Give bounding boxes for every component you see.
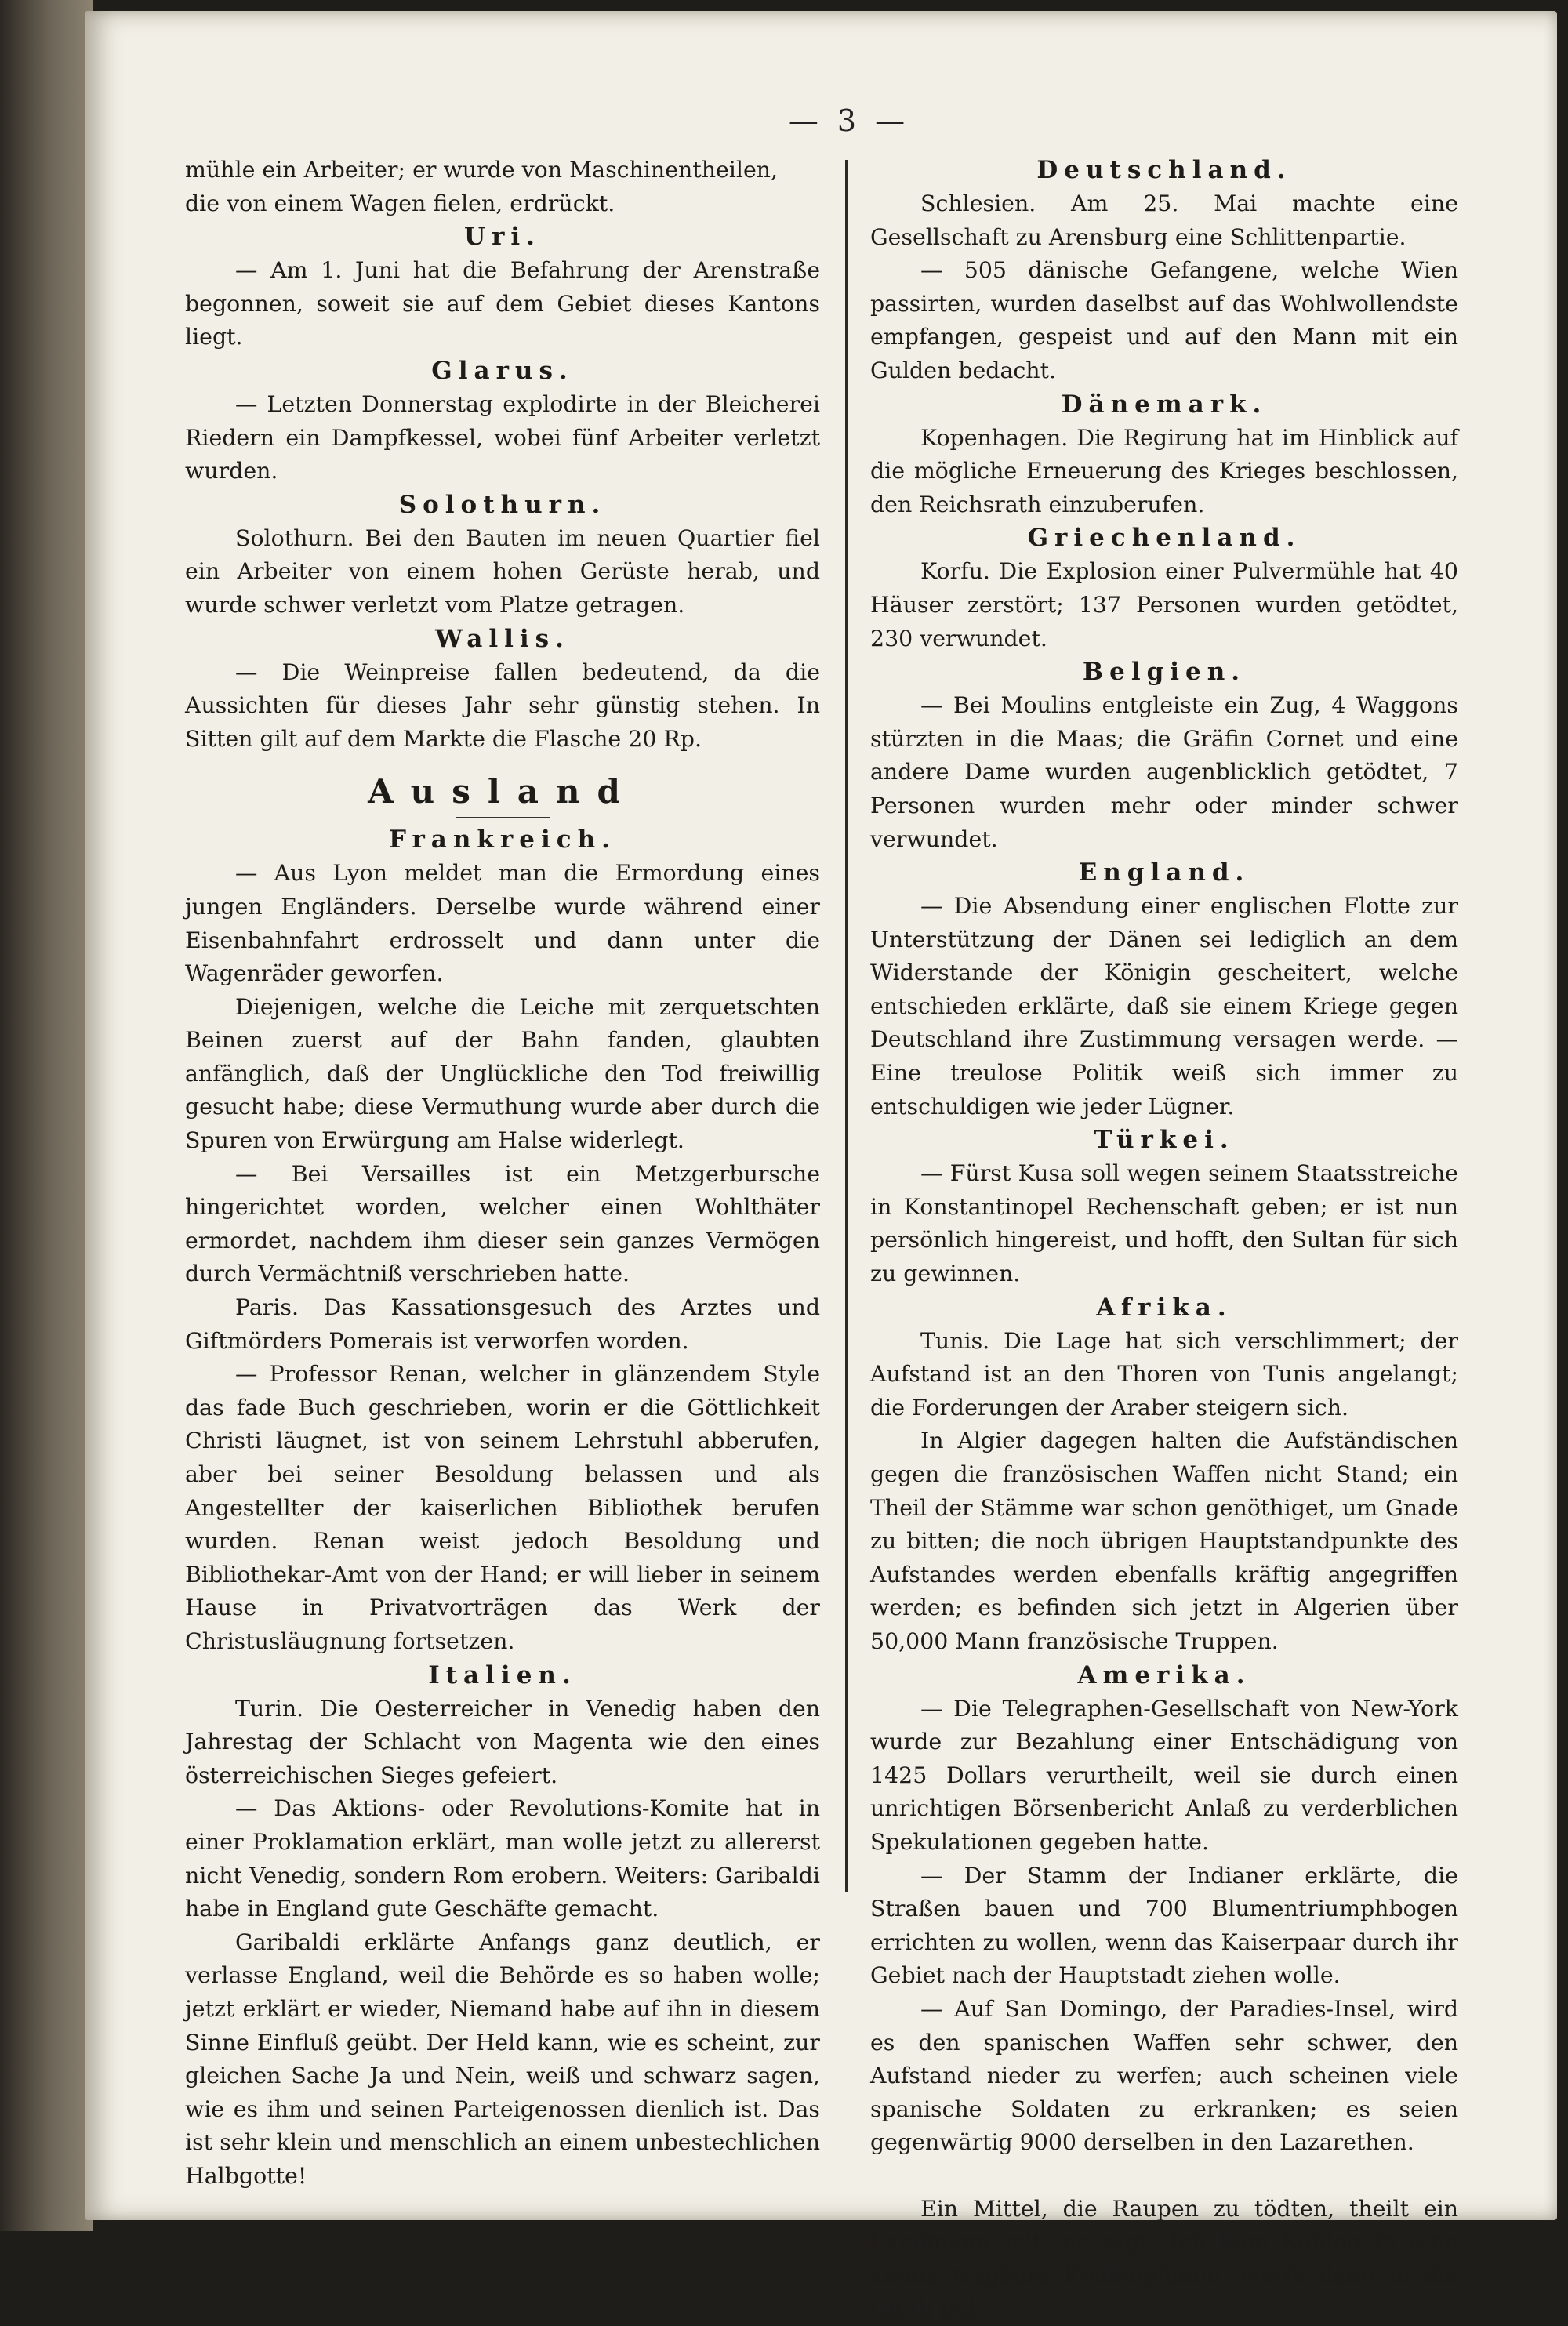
section-heading-solothurn: Solothurn. <box>398 490 607 519</box>
scan-left-margin <box>0 0 93 2231</box>
section-heading-griechenland: Griechenland. <box>1027 524 1301 553</box>
column-divider <box>845 160 848 1892</box>
article-paragraph: — Auf San Domingo, der Paradies-Insel, wird es den spanischen Waffen sehr schwer, den Aufstand nieder zu werfen; auch scheinen viele spanische Soldaten zu erkranken; es seien gegenwärtig 9000 derselben in den Lazarethen. <box>870 1995 1458 2156</box>
article-paragraph: — Bei Versailles ist ein Metzgerbursche hingerichtet worden, welcher einen Wohlthäter ermordet, nachdem ihm dieser sein ganzes Vermögen durch Vermächtniß verschrieben hatte. <box>185 1160 820 1287</box>
left-column <box>185 154 820 2193</box>
section-heading-daenemark: Dänemark. <box>1061 390 1268 419</box>
article-paragraph: Ein Mittel, die Raupen zu tödten, theilt ein Landmann mit, er sagt: Ich lege Kohlen in eine kleine tragbare Kohlenpfanne, werfe dann in die Gluth pul- <box>870 2195 1458 2322</box>
article-paragraph: — Professor Renan, welcher in glänzendem Style das fade Buch geschrieben, worin er die Göttlichkeit Christi läugnet, ist von seinem Lehrstuhl abberufen, aber bei seiner Besoldung belassen und als Angestellter der kaiserlichen Bibliothek berufen wurden. Renan weist jedoch Besoldung und Bibliothekar-Amt von der Hand; er will lieber in seinem Hause in Privatvorträgen das Werk der Christusläugnung fortsetzen. <box>185 1361 820 1654</box>
section-heading-afrika: Afrika. <box>1096 1293 1232 1322</box>
article-paragraph: Schlesien. Am 25. Mai machte eine Gesellschaft zu Arensburg eine Schlittenpartie. <box>870 191 1458 250</box>
article-paragraph: Korfu. Die Explosion einer Pulvermühle hat 40 Häuser zerstört; 137 Personen wurden getödtet, 230 verwundet. <box>870 558 1458 651</box>
article-paragraph: Paris. Das Kassationsgesuch des Arztes und Giftmörders Pomerais ist verworfen worden. <box>185 1294 820 1354</box>
section-heading-tuerkei: Türkei. <box>1094 1126 1235 1155</box>
article-paragraph: — Letzten Donnerstag explodirte in der Bleicherei Riedern ein Dampfkessel, wobei fünf Arbeiter verletzt wurden. <box>185 390 820 484</box>
article-paragraph: — 505 dänische Gefangene, welche Wien passirten, wurden daselbst auf das Wohlwollendste empfangen, gespeist und auf den Mann mit ein Gulden bedacht. <box>870 257 1458 383</box>
article-paragraph: Solothurn. Bei den Bauten im neuen Quartier fiel ein Arbeiter von einem hohen Gerüste herab, und wurde schwer verletzt vom Platze getragen. <box>185 524 820 618</box>
article-paragraph: — Die Telegraphen-Gesellschaft von New-York wurde zur Bezahlung einer Entschädigung von 1425 Dollars verurtheilt, weil sie durch einen unrichtigen Börsenbericht Anlaß zu verderblichen Spekulationen gegeben hatte. <box>870 1695 1458 1855</box>
section-heading-uri: Uri. <box>464 223 541 252</box>
spacer <box>870 2160 1458 2193</box>
page-number: — 3 — <box>788 103 910 138</box>
right-column <box>870 154 1458 2326</box>
article-paragraph: — Die Weinpreise fallen bedeutend, da die Aussichten für dieses Jahr sehr günstig stehen. In Sitten gilt auf dem Markte die Flasche 20 Rp. <box>185 659 820 752</box>
article-paragraph: — Aus Lyon meldet man die Ermordung eines jungen Engländers. Derselbe wurde während einer Eisenbahnfahrt erdrosselt und dann unter die Wagenräder geworfen. <box>185 860 820 987</box>
article-paragraph: — Der Stamm der Indianer erklärte, die Straßen bauen und 700 Blumentriumphbogen errichten zu wollen, wenn das Kaiserpaar durch ihr Gebiet nach der Hauptstadt ziehen wolle. <box>870 1862 1458 1989</box>
article-paragraph: Kopenhagen. Die Regirung hat im Hinblick auf die mögliche Erneuerung des Krieges beschlossen, den Reichsrath einzuberufen. <box>870 424 1458 517</box>
article-paragraph: Diejenigen, welche die Leiche mit zerquetschten Beinen zuerst auf der Bahn fanden, glaubten anfänglich, daß der Unglückliche den Tod freiwillig gesucht habe; diese Vermuthung wurde aber durch die Spuren von Erwürgung am Halse widerlegt. <box>185 993 820 1154</box>
section-heading-frankreich: Frankreich. <box>389 826 616 855</box>
section-heading-belgien: Belgien. <box>1082 658 1247 687</box>
article-paragraph: — Bei Moulins entgleiste ein Zug, 4 Waggons stürzten in die Maas; die Gräfin Cornet und eine andere Dame wurden augenblicklich getödtet, 7 Personen wurden mehr oder minder schwer verwundet. <box>870 692 1458 852</box>
article-paragraph: — Fürst Kusa soll wegen seinem Staatsstreiche in Konstantinopel Rechenschaft geben; er ist nun persönlich hingereist, und hofft, den Sultan für sich zu gewinnen. <box>870 1160 1458 1287</box>
article-paragraph: — Die Absendung einer englischen Flotte zur Unterstützung der Dänen sei lediglich an dem Widerstande der Königin gescheitert, welche entschieden erklärte, daß sie einem Kriege gegen Deutschland ihre Zustimmung versagen werde. — Eine treulose Politik weiß sich immer zu entschuldigen wie jeder Lügner. <box>870 893 1458 1119</box>
article-paragraph: Tunis. Die Lage hat sich verschlimmert; der Aufstand ist an den Thoren von Tunis angelangt; die Forderungen der Araber steigern sich. <box>870 1327 1458 1421</box>
section-heading-wallis: Wallis. <box>435 624 570 653</box>
section-heading-england: England. <box>1078 858 1250 887</box>
section-heading-italien: Italien. <box>428 1660 577 1689</box>
heading-rule <box>456 817 550 818</box>
article-paragraph: Garibaldi erklärte Anfangs ganz deutlich, er verlasse England, weil die Behörde es so haben wolle; jetzt erklärt er wieder, Niemand habe auf ihn in diesem Sinne Einfluß geübt. Der Held kann, wie es scheint, zur gleichen Sache Ja und Nein, weiß und schwarz sagen, wie es ihm und seinen Parteigenossen dienlich ist. Das ist sehr klein und menschlich an einem unbestechlichen Halbgotte! <box>185 1929 820 2189</box>
main-heading-ausland: Ausland <box>368 772 637 811</box>
section-heading-amerika: Amerika. <box>1077 1660 1251 1689</box>
section-heading-glarus: Glarus. <box>431 356 574 385</box>
article-paragraph: — Am 1. Juni hat die Befahrung der Arenstraße begonnen, soweit sie auf dem Gebiet dieses Kantons liegt. <box>185 257 820 350</box>
continued-line: die von einem Wagen fielen, erdrückt. <box>185 190 615 216</box>
article-paragraph: — Das Aktions- oder Revolutions-Komite hat in einer Proklamation erklärt, man wolle jetzt zu allererst nicht Venedig, sondern Rom erobern. Weiters: Garibaldi habe in England gute Geschäfte gemacht. <box>185 1795 820 1922</box>
newspaper-page <box>85 11 1557 2322</box>
section-heading-deutschland: Deutschland. <box>1036 156 1292 184</box>
article-paragraph: Turin. Die Oesterreicher in Venedig haben den Jahrestag der Schlacht von Magenta wie den eines österreichischen Sieges gefeiert. <box>185 1695 820 1788</box>
article-paragraph: In Algier dagegen halten die Aufständischen gegen die französischen Waffen nicht Stand; ein Theil der Stämme war schon genöthiget, um Gnade zu bitten; die noch übrigen Hauptstandpunkte des Aufstandes werden ebenfalls kräftig angegriffen werden; es befinden sich jetzt in Algerien über 50,000 Mann französische Truppen. <box>870 1428 1458 1654</box>
continued-line: mühle ein Arbeiter; er wurde von Maschinentheilen, <box>185 157 779 183</box>
